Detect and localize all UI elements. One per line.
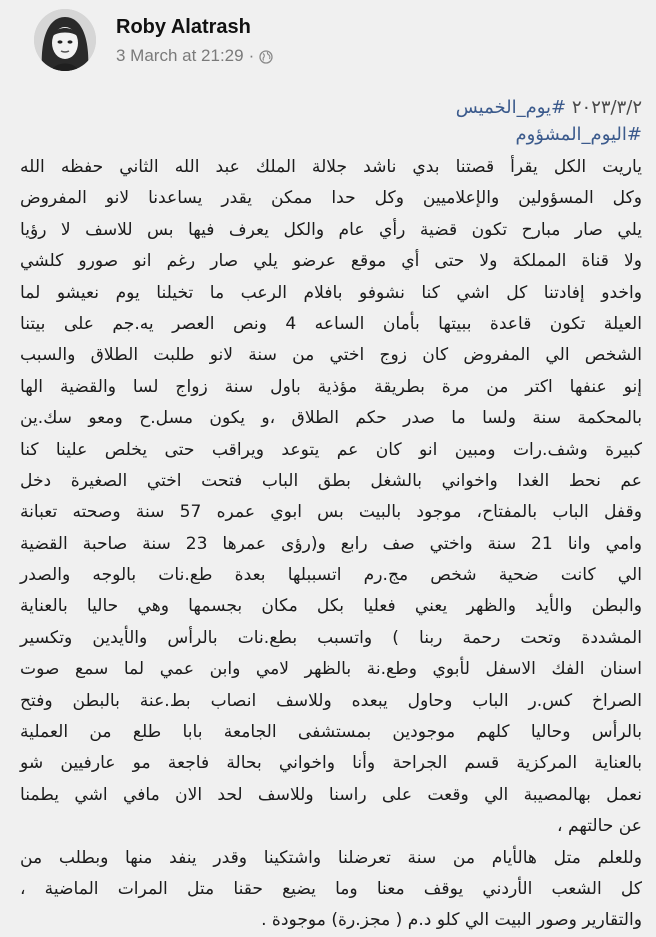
post-body xyxy=(20,94,642,937)
post-text-line: اسنان الفك الاسفل لأبوي وطع.نة بالظهر لامي وابن عمي لما سمع صوت xyxy=(20,659,642,680)
post-text-line: عم نحط الغدا واخواني بالشغل بطق الباب فتحت اختي الصغيرة دخل xyxy=(20,470,642,491)
avatar[interactable] xyxy=(34,9,96,71)
globe-icon[interactable] xyxy=(259,49,273,63)
post-tagline xyxy=(20,94,642,121)
post-text-line: والبطن والأيد والظهر يعني فعليا بكل مكان بجسمها وهي حاليا بالعناية xyxy=(20,596,642,617)
post-text-line: بالعناية المركزية قسم الجراحة وأنا واخواني بحالة فاجعة مو عارفيين شو xyxy=(20,753,642,774)
post-text-line: وقفل الباب بالمفتاح، موجود بالبيت بس ابوي عمره 57 سنة وصحته تعبانة xyxy=(20,502,642,523)
post-timestamp[interactable]: 3 March at 21:29 xyxy=(116,46,244,65)
author-name[interactable]: Roby Alatrash xyxy=(116,16,251,38)
post-text-line: وللعلم متل هالأيام من سنة تعرضلنا واشتكينا وقدر ينفد منها وبطلب من xyxy=(20,847,642,868)
post-date: ٢٠٢٣/٣/٢ xyxy=(571,97,642,118)
post-text-line: الصراخ كس.ر الباب وحاول يبعده وللاسف انصاب بط.عنة بالبطن وفتح xyxy=(20,690,642,711)
post-text-line: ياريت الكل يقرأ قصتنا بدي ناشد جلالة الملك عبد الله الثاني حفظه الله xyxy=(20,157,642,177)
post-text-line: كبيرة وشف.رات ومبين انو كان عم يتوعد ويراقب حتى يخلص علينا كنا xyxy=(20,439,642,460)
hashtag-thursday[interactable]: #يوم_الخميس xyxy=(455,97,567,118)
post-text-line: بالرأس وحاليا كلهم موجودين بمستشفى الجامعة بابا طلع من العملية xyxy=(20,722,642,743)
post-text-line: نعمل بهالمصيبة الي وقعت على راسنا وللاسف لحد الان مافي اشي يطمنا xyxy=(20,784,642,805)
post-text-line: وامي وانا 21 سنة واختي صف رابع و(رؤى عمرها 23 سنة صاحبة القضية xyxy=(20,533,642,554)
post-meta xyxy=(116,46,273,66)
post-text xyxy=(20,152,642,937)
post-text-line: الشخص الي المفروض كان زوج اختي من سنة لانو طلبت الطلاق والسبب xyxy=(20,345,642,366)
post-text-line: الي كانت ضحية شخص مج.رم اتسببلها بعدة طع.نات بالوجه والصدر xyxy=(20,565,642,586)
post-header xyxy=(0,0,656,88)
post-text-line: يلي صار مبارح تكون قضية رأي عام والكل يعرف فيها بس للاسف لا رؤيا xyxy=(20,219,642,240)
post-text-line: وكل المسؤولين والإعلاميين وكل حدا ممكن يقدر يساعدنا لانو المفروض xyxy=(20,188,642,209)
meta-separator: · xyxy=(248,46,255,65)
post-text-line: ولا قناة المملكة ولا حتى أي موقع عرضو يلي صار رغم انو صورو كلشي xyxy=(20,251,642,272)
avatar-image xyxy=(34,9,96,71)
post-text-line: كل الشعب الأردني يوقف معنا وما يضيع حقنا متل المرات الماضية ، xyxy=(20,878,642,899)
post-text-line: بالمحكمة سنة ولسا ما صدر حكم الطلاق ،و يكون مسل.ح ومعو سك.ين xyxy=(20,408,642,429)
post-text-line: والتقارير وصور البيت الي كلو د.م ( مجز.رة) موجودة . xyxy=(261,910,642,931)
post-text-line: إنو عنفها اكتر من مرة بطريقة مؤذية باول سنة زواج لسا والقضية الها xyxy=(20,376,642,397)
post-text-line: العيلة تكون قاعدة ببيتها بأمان الساعه 4 ونص العصر يه.جم على بيتنا xyxy=(20,313,642,334)
hashtag-line xyxy=(20,121,642,148)
post-text-line: المشددة وتحت رحمة ربنا ) واتسبب بطع.نات بالرأس والأيدين وتكسير xyxy=(20,627,642,648)
post-text-line: عن حالتهم ، xyxy=(557,816,642,837)
hashtag-ominous-day[interactable]: #اليوم_المشؤوم xyxy=(515,124,642,145)
post-text-line: واخدو إفادتنا كل اشي كنا نشوفو بافلام الرعب ما تخيلنا يوم نعيشو لما xyxy=(20,282,642,303)
